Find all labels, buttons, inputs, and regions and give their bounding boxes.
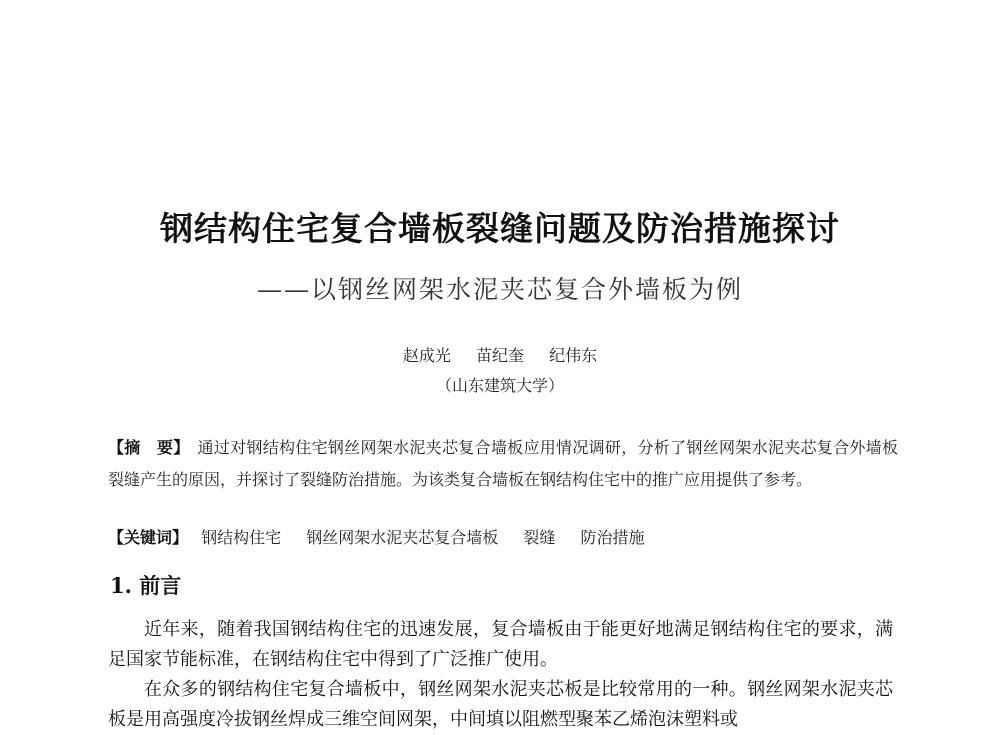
section-heading: 1. 前言	[110, 573, 182, 598]
abstract-text: 通过对钢结构住宅钢丝网架水泥夹芯复合墙板应用情况调研，分析了钢丝网架水泥夹芯复合外墙板裂缝产生的原因，并探讨了裂缝防治措施。为该类复合墙板在钢结构住宅中的推广应用提供了参考。	[108, 438, 898, 489]
body-paragraph: 近年来，随着我国钢结构住宅的迅速发展，复合墙板由于能更好地满足钢结构住宅的要求，满足国家节能标准，在钢结构住宅中得到了广泛推广使用。	[108, 619, 893, 670]
keywords	[108, 524, 898, 552]
author-affiliation: （山东建筑大学）	[435, 376, 564, 395]
paper-title: 钢结构住宅复合墙板裂缝问题及防治措施探讨	[160, 209, 840, 248]
abstract-label: 【摘 要】	[108, 438, 190, 457]
keyword: 钢丝网架水泥夹芯复合墙板	[306, 528, 499, 547]
abstract	[108, 432, 898, 496]
body-paragraph: 在众多的钢结构住宅复合墙板中，钢丝网架水泥夹芯板是比较常用的一种。钢丝网架水泥夹芯板是用高强度冷拔钢丝焊成三维空间网架，中间填以阻燃型聚苯乙烯泡沫塑料或	[108, 679, 893, 730]
keyword: 裂缝	[523, 528, 556, 547]
author-name: 苗纪奎	[475, 346, 524, 365]
keyword: 钢结构住宅	[201, 528, 282, 547]
author-name: 赵成光	[402, 346, 451, 365]
author-name: 纪伟东	[549, 346, 598, 365]
section-body	[108, 615, 893, 735]
author-list	[0, 343, 1000, 366]
paper-subtitle: ——以钢丝网架水泥夹芯复合外墙板为例	[256, 275, 743, 304]
keyword: 防治措施	[580, 528, 645, 547]
keywords-label: 【关键词】	[108, 528, 189, 547]
